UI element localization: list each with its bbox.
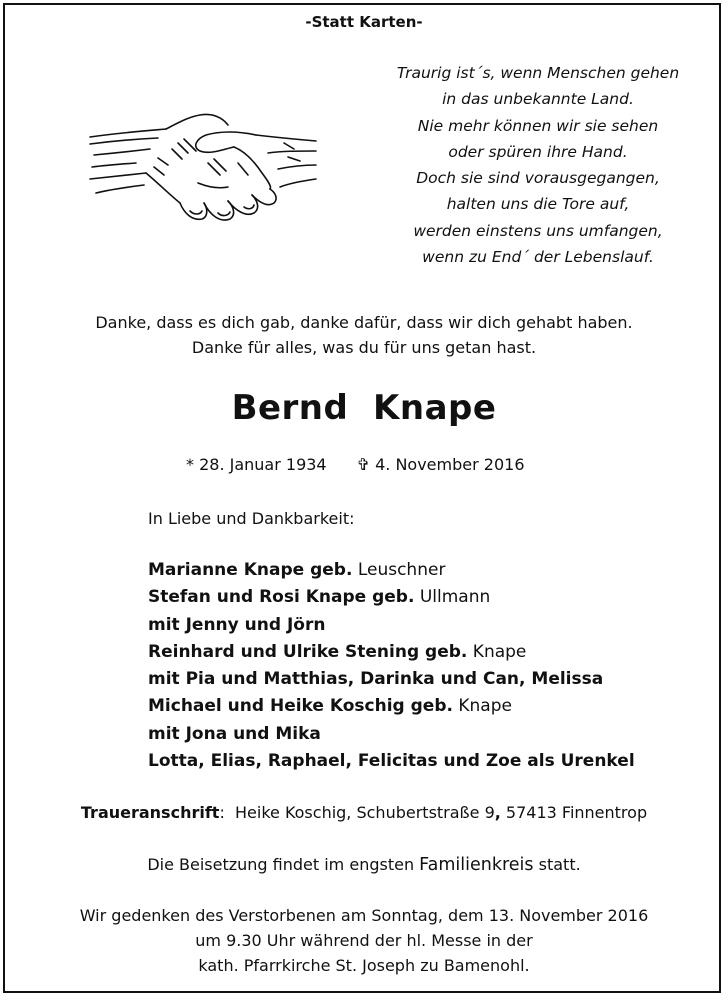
family-line <box>148 721 635 748</box>
family-line <box>148 557 635 584</box>
family-names: Lotta, Elias, Raphael, Felicitas und Zoe als Urenkel <box>148 751 635 772</box>
address-text: Heike Koschig, Schubertstraße 9 <box>235 803 495 822</box>
family-list <box>148 557 635 775</box>
funeral-text: Die Beisetzung findet im engsten <box>147 855 420 874</box>
address-city: 57413 Finnentrop <box>500 803 648 822</box>
funeral-note <box>0 855 728 875</box>
family-maiden: Ullmann <box>414 587 491 608</box>
family-line <box>148 693 635 720</box>
dedication: In Liebe und Dankbarkeit: <box>148 509 355 528</box>
address-comma: , <box>494 803 501 822</box>
poem-line: Doch sie sind vorausgegangen, <box>416 169 660 188</box>
memorial-line: Wir gedenken des Verstorbenen am Sonntag, dem 13. November 2016 <box>79 906 649 925</box>
poem-line: halten uns die Tore auf, <box>446 195 630 214</box>
family-line <box>148 748 635 775</box>
memorial-service <box>0 903 728 978</box>
family-geb: geb. <box>419 641 468 662</box>
mourning-address: Traueranschrift: Heike Koschig, Schubertstraße 9, 57413 Finnentrop <box>80 803 648 822</box>
funeral-emphasis: Familienkreis <box>419 855 534 875</box>
family-line <box>148 666 635 693</box>
family-maiden: Knape <box>452 696 512 717</box>
thanks-line: Danke für alles, was du für uns getan hast. <box>191 338 537 357</box>
funeral-text-end: statt. <box>533 855 581 874</box>
header: -Statt Karten- <box>305 13 423 31</box>
family-geb: geb. <box>304 560 353 580</box>
family-geb: geb. <box>404 696 453 717</box>
family-line <box>148 584 635 611</box>
poem-line: in das unbekannte Land. <box>442 90 634 109</box>
deceased-name: Bernd Knape <box>231 388 497 428</box>
family-names: Michael und Heike Koschig <box>148 696 405 717</box>
handshake-icon <box>88 103 318 235</box>
poem-line: Traurig ist´s, wenn Menschen gehen <box>396 64 680 82</box>
family-names: mit Jona und Mika <box>148 723 321 744</box>
family-names: Marianne Knape <box>148 560 305 580</box>
family-names: mit Jenny und Jörn <box>148 614 326 635</box>
poem <box>358 60 718 270</box>
life-dates <box>186 455 525 474</box>
family-geb: geb. <box>366 587 415 608</box>
memorial-line: um 9.30 Uhr während der hl. Messe in der <box>195 931 533 950</box>
death-date: ✞ 4. November 2016 <box>356 455 525 474</box>
family-line <box>148 639 635 666</box>
family-maiden: Knape <box>467 641 527 662</box>
family-names: Reinhard und Ulrike Stening <box>148 641 420 662</box>
address-label: Traueranschrift <box>80 803 220 822</box>
memorial-line: kath. Pfarrkirche St. Joseph zu Bamenohl. <box>198 956 530 975</box>
poem-line: wenn zu End´ der Lebenslauf. <box>422 248 654 267</box>
poem-line: Nie mehr können wir sie sehen <box>417 116 659 135</box>
poem-line: oder spüren ihre Hand. <box>448 142 628 161</box>
family-line <box>148 612 635 639</box>
thanks-text <box>0 310 728 360</box>
family-names: Stefan und Rosi Knape <box>148 587 367 608</box>
birth-date: * 28. Januar 1934 <box>186 455 327 474</box>
family-maiden: Leuschner <box>352 560 446 580</box>
poem-line: werden einstens uns umfangen, <box>413 221 663 240</box>
family-names: mit Pia und Matthias, Darinka und Can, Melissa <box>148 669 604 690</box>
thanks-line: Danke, dass es dich gab, danke dafür, dass wir dich gehabt haben. <box>95 313 633 332</box>
